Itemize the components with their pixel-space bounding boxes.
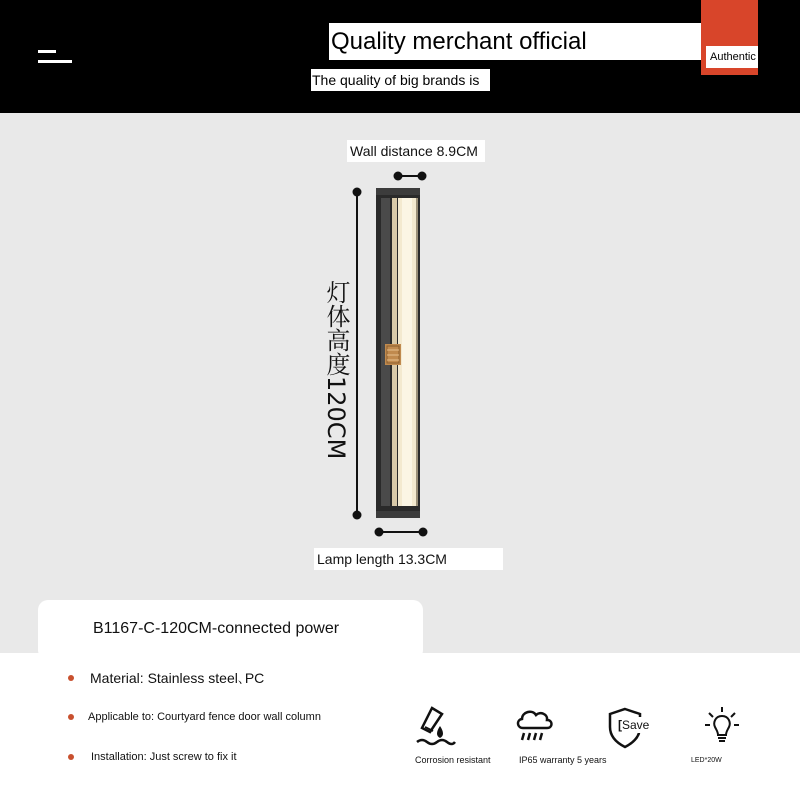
bullet-icon <box>68 714 74 720</box>
wall-distance-indicator <box>394 172 427 181</box>
feature-save-label: Save <box>622 718 650 732</box>
feature-corrosion-label: Corrosion resistant <box>415 755 491 765</box>
bullet-icon <box>68 754 74 760</box>
save-badge: [Save <box>614 717 652 733</box>
spec-material-text: Material: Stainless steel､PC <box>90 670 265 686</box>
wall-distance-label: Wall distance 8.9CM <box>347 140 485 162</box>
feature-led-label: LED*20W <box>691 757 722 764</box>
lamp-length-label: Lamp length 13.3CM <box>314 548 503 570</box>
spec-applicable-text: Applicable to: Courtyard fence door wall column <box>88 711 321 723</box>
model-name: B1167-C-120CM-connected power <box>93 620 340 637</box>
rain-cloud-icon <box>514 708 554 744</box>
bullet-icon <box>68 675 74 681</box>
spec-installation-text: Installation: Just screw to fix it <box>91 751 237 763</box>
feature-ip65-label: IP65 warranty 5 years <box>519 755 607 765</box>
lamp-length-indicator <box>375 528 428 537</box>
wall-lamp-image <box>376 188 420 518</box>
lamp-height-label: 灯体高度120CM <box>322 280 350 460</box>
authentic-label: Authentic <box>706 46 758 68</box>
page-subtitle: The quality of big brands is <box>311 69 490 91</box>
page-title: Quality merchant official <box>329 23 750 60</box>
corrosion-icon <box>414 706 456 748</box>
light-bulb-icon <box>703 705 741 749</box>
height-indicator <box>353 188 362 520</box>
